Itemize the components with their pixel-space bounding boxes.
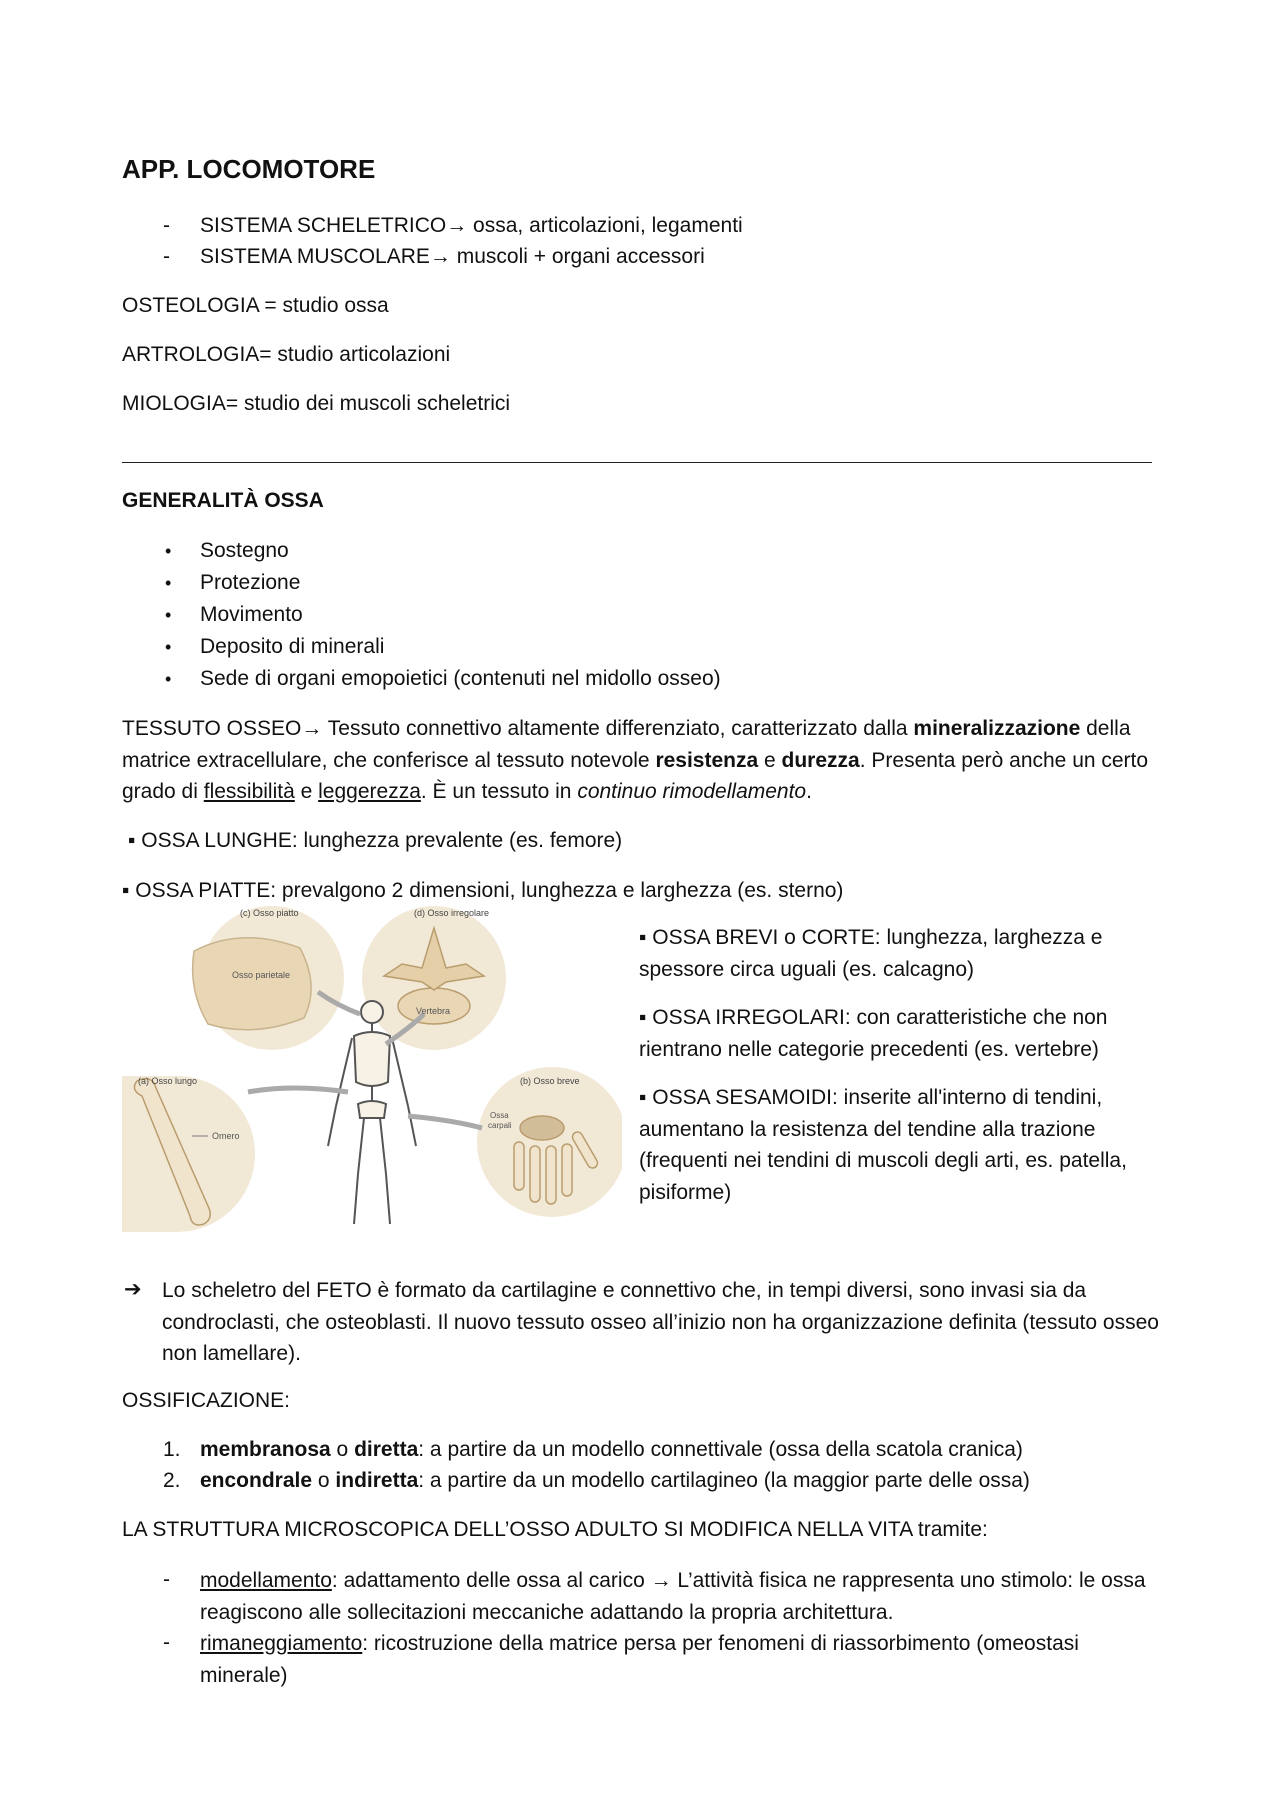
label-osso-lungo: (a) Osso lungo [138, 1076, 198, 1086]
bone-type-irregolari: ▪ OSSA IRREGOLARI: con caratteristiche che non rientrano nelle categorie precedenti (es. vertebre) [639, 1006, 1108, 1061]
section-title-struttura: LA STRUTTURA MICROSCOPICA DELL’OSSO ADULTO SI MODIFICA NELLA VITA tramite: [122, 1518, 988, 1541]
parietal-bone-icon [193, 938, 311, 1030]
section-divider [122, 462, 1152, 463]
paragraph-tessuto-osseo: TESSUTO OSSEO→ Tessuto connettivo altamente differenziato, caratterizzato dalla mineralizzazione della matrice extracellulare, che conferisce al tessuto notevole resistenza e durezza. Presenta però anche un certo grado di flessibilità e leggerezza. È un tessuto in continuo rimodellamento. [122, 717, 1149, 803]
bullet-icon: • [165, 573, 172, 593]
list-dash: - [163, 214, 170, 237]
arrow-icon: → [301, 717, 323, 740]
ossification-item: membranosa o diretta: a partire da un modello connettivale (ossa della scatola cranica) [200, 1438, 1023, 1461]
label-vertebra: Vertebra [416, 1006, 451, 1016]
bullet-icon: • [165, 541, 172, 561]
list-dash: - [163, 1568, 170, 1591]
list-dash: - [163, 1631, 170, 1654]
list-item: Sede di organi emopoietici (contenuti nel midollo osseo) [200, 667, 721, 690]
struttura-item-rimaneggiamento: rimaneggiamento: ricostruzione della matrice persa per fenomeni di riassorbimento (omeostasi minerale) [200, 1632, 1079, 1687]
list-item: Sostegno [200, 539, 289, 562]
definition-artrologia: ARTROLOGIA= studio articolazioni [122, 343, 451, 366]
definition-osteologia: OSTEOLOGIA = studio ossa [122, 294, 389, 317]
paragraph-feto: Lo scheletro del FETO è formato da cartilagine e connettivo che, in tempi diversi, sono invasi sia da condroclasti, che osteoblasti. Il nuovo tessuto osseo all’inizio non ha organizzazione definita (tessuto osseo non lamellare). [162, 1279, 1159, 1365]
label-carpali: carpali [488, 1121, 512, 1130]
list-item: Deposito di minerali [200, 635, 385, 658]
list-dash: - [163, 245, 170, 268]
bullet-icon: • [165, 669, 172, 689]
label-osso-irregolare: (d) Osso irregolare [414, 908, 490, 918]
bone-types-figure [122, 906, 622, 1232]
list-number: 1. [163, 1438, 181, 1461]
bone-type-sesamoidi: ▪ OSSA SESAMOIDI: inserite all'interno di tendini, aumentano la resistenza del tendine alla trazione (frequenti nei tendini di muscoli degli arti, es. patella, pisiforme) [639, 1086, 1127, 1204]
page-title: APP. LOCOMOTORE [122, 154, 376, 184]
bone-type-lunghe: ▪ OSSA LUNGHE: lunghezza prevalente (es. femore) [128, 829, 623, 852]
label-omero: Omero [212, 1131, 240, 1141]
ossification-item: encondrale o indiretta: a partire da un modello cartilagineo (la maggior parte delle ossa) [200, 1469, 1030, 1492]
list-item: Protezione [200, 571, 301, 594]
label-osso-parietale: Osso parietale [232, 970, 291, 980]
bullet-icon: • [165, 637, 172, 657]
arrow-icon: → [429, 245, 451, 268]
bullet-icon: • [165, 605, 172, 625]
label-osso-breve: (b) Osso breve [520, 1076, 580, 1086]
arrow-icon: → [446, 214, 468, 237]
list-item-skeletal: SISTEMA SCHELETRICO→ ossa, articolazioni, legamenti [200, 214, 743, 237]
label-osso-piatto: (c) Osso piatto [240, 908, 299, 918]
list-number: 2. [163, 1469, 181, 1492]
label-ossa: Ossa [490, 1111, 509, 1120]
arrow-bullet-icon: ➔ [124, 1278, 142, 1301]
section-title-generalita: GENERALITÀ OSSA [122, 489, 324, 512]
struttura-item-modellamento: modellamento: adattamento delle ossa al carico → L’attività fisica ne rappresenta uno stimolo: le ossa reagiscono alle sollecitazioni meccaniche adattando la propria architettura. [200, 1569, 1146, 1624]
definition-miologia: MIOLOGIA= studio dei muscoli scheletrici [122, 392, 511, 415]
section-title-ossificazione: OSSIFICAZIONE: [122, 1389, 291, 1412]
list-item-muscular: SISTEMA MUSCOLARE→ muscoli + organi accessori [200, 245, 705, 268]
bone-type-piatte: ▪ OSSA PIATTE: prevalgono 2 dimensioni, lunghezza e larghezza (es. sterno) [122, 879, 844, 902]
list-item: Movimento [200, 603, 303, 626]
bone-type-brevi: ▪ OSSA BREVI o CORTE: lunghezza, larghezza e spessore circa uguali (es. calcagno) [639, 926, 1103, 981]
